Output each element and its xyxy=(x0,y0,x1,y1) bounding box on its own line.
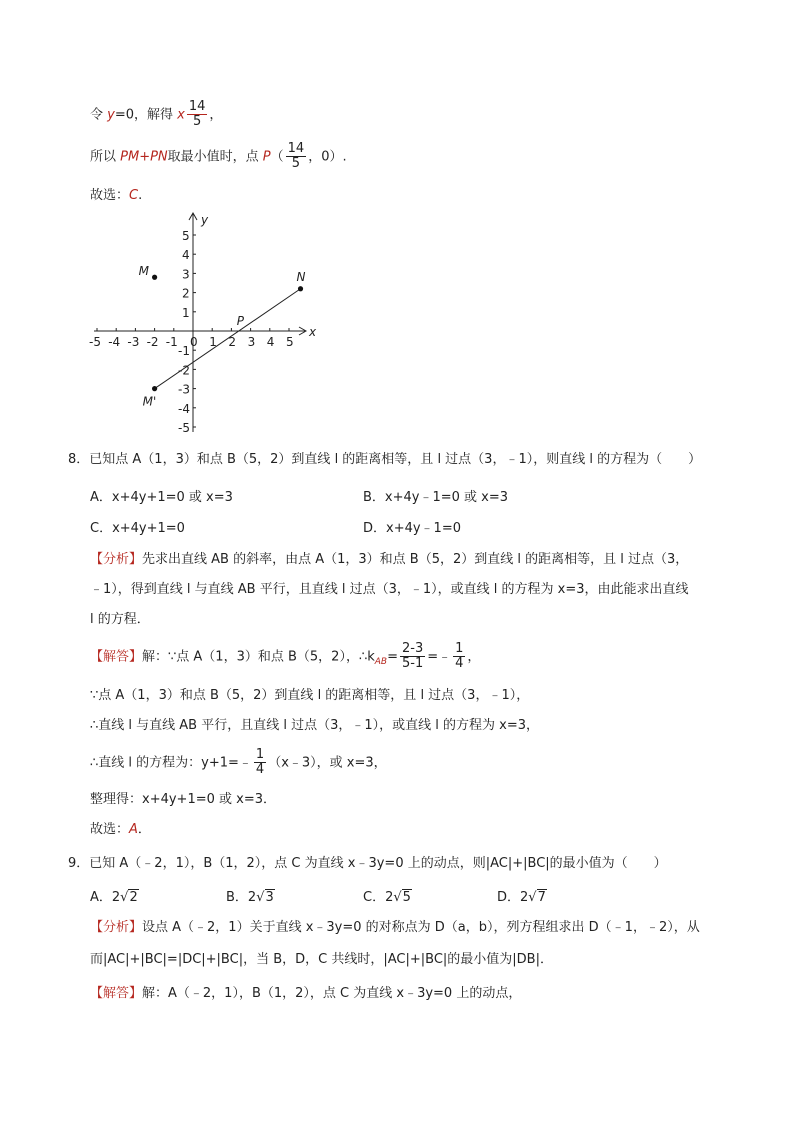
x-tick-label: -2 xyxy=(146,335,159,349)
text: 故选： xyxy=(90,188,130,203)
x-tick-label: 3 xyxy=(247,335,256,349)
point-label-M: M xyxy=(138,264,149,279)
y-tick-label: -3 xyxy=(178,382,190,397)
point-label-P: P xyxy=(236,314,245,328)
fraction xyxy=(286,142,307,172)
sqrt-sign: √ xyxy=(256,890,265,905)
q8-option-d[interactable]: D．x+4y﹣1=0 xyxy=(363,521,461,536)
x-tick-label: 4 xyxy=(266,335,275,349)
text: 取最小值时，点 xyxy=(167,149,263,165)
text: 设点 A（﹣2，1）关于直线 x﹣3y=0 的对称点为 D（a，b），列方程组求出 D（﹣1，﹣2），从 xyxy=(142,920,700,935)
denominator: 4 xyxy=(255,762,265,778)
x-tick-label: 5 xyxy=(286,335,294,349)
answer-tag: 【解答】 xyxy=(90,986,143,1001)
answer-letter: A xyxy=(129,822,138,837)
solution-line-point-p xyxy=(90,142,347,172)
text: ∴直线 l 的方程为：y+1=﹣ xyxy=(90,755,252,771)
q8-option-b[interactable]: B．x+4y﹣1=0 或 x=3 xyxy=(363,490,509,505)
y-tick-label: 1 xyxy=(182,305,190,320)
text: 所以 xyxy=(90,149,121,165)
y-tick-label: -1 xyxy=(178,344,190,359)
analysis-tag: 【分析】 xyxy=(90,920,143,935)
fraction xyxy=(400,642,425,672)
x-tick-label: -1 xyxy=(165,335,178,349)
text: 令 xyxy=(90,107,108,123)
denominator: 5 xyxy=(192,114,202,130)
var-y: y xyxy=(107,107,115,123)
text: . xyxy=(138,188,143,203)
radicand: 7 xyxy=(537,890,546,905)
q9-stem: 9．已知 A（﹣2，1），B（1，2），点 C 为直线 x﹣3y=0 上的动点，则|AC|+|BC|的最小值为（ ） xyxy=(68,856,667,871)
point-M xyxy=(152,275,157,280)
solution-line-solve-x xyxy=(90,100,222,130)
x-tick-label: 2 xyxy=(228,335,237,349)
fraction xyxy=(453,642,465,672)
text: ． xyxy=(137,822,151,837)
text: D．2 xyxy=(497,890,529,905)
point-label-N: N xyxy=(296,269,306,284)
text: （ xyxy=(270,149,284,165)
solution-line-choice xyxy=(90,188,142,205)
var-x: x xyxy=(177,107,185,123)
fraction xyxy=(187,100,208,130)
q9-option-c[interactable] xyxy=(363,886,412,905)
text: 故选： xyxy=(90,822,130,837)
denominator: 5-1 xyxy=(402,656,424,672)
numerator: 14 xyxy=(188,99,206,114)
radicand: 2 xyxy=(129,890,138,905)
answer-tag: 【解答】 xyxy=(90,649,143,665)
text: =﹣ xyxy=(427,649,452,665)
x-axis-label: x xyxy=(309,325,317,339)
numerator: 14 xyxy=(287,141,305,156)
x-tick-label: -4 xyxy=(108,335,121,349)
x-tick-label: -5 xyxy=(89,335,101,349)
q8-stem: 8．已知点 A（1，3）和点 B（5，2）到直线 l 的距离相等，且 l 过点（3，﹣1），则直线 l 的方程为（ ） xyxy=(68,452,702,467)
point-label-Mprime: M' xyxy=(142,394,157,409)
text: C．2 xyxy=(363,890,394,905)
x-tick-label: 0 xyxy=(190,335,198,349)
numerator: 2-3 xyxy=(402,641,424,656)
q8-option-c[interactable]: C．x+4y+1=0 xyxy=(90,521,185,536)
text: ， xyxy=(467,649,481,665)
text: ，0）. xyxy=(308,149,347,165)
numerator: 1 xyxy=(455,641,464,656)
q8-option-a[interactable]: A．x+4y+1=0 或 x=3 xyxy=(90,490,233,505)
q8-analysis-line-3: l 的方程． xyxy=(90,612,150,627)
y-tick-label: -4 xyxy=(178,401,190,416)
q8-analysis-line-1 xyxy=(90,552,688,569)
y-tick-label: 2 xyxy=(182,286,190,301)
y-tick-label: 5 xyxy=(182,229,190,243)
q8-answer-line-3: ∴直线 l 与直线 AB 平行，且直线 l 过点（3，﹣1），或直线 l 的方程为 x=3， xyxy=(90,718,540,733)
var-p: P xyxy=(262,149,271,165)
text: =0，解得 xyxy=(114,107,178,123)
point-Mprime xyxy=(152,386,157,391)
text: ， xyxy=(209,107,223,123)
y-tick-label: -5 xyxy=(178,421,190,435)
numerator: 1 xyxy=(255,747,265,762)
q8-answer-line-5: 整理得：x+4y+1=0 或 x=3． xyxy=(90,792,276,807)
coordinate-graph xyxy=(80,210,330,440)
text: 解：∵点 A（1，3）和点 B（5，2），∴k xyxy=(142,649,375,665)
sqrt-sign: √ xyxy=(528,890,537,905)
text: B．2 xyxy=(226,890,257,905)
q8-answer-line-6 xyxy=(90,822,151,839)
analysis-tag: 【分析】 xyxy=(90,552,143,567)
text: （x﹣3），或 x=3， xyxy=(268,755,387,771)
sqrt-sign: √ xyxy=(393,890,402,905)
x-tick-label: 1 xyxy=(209,335,217,349)
text: 先求出直线 AB 的斜率，由点 A（1，3）和点 B（5，2）到直线 l 的距离相等，且 l 过点（3， xyxy=(142,552,689,567)
y-tick-label: -2 xyxy=(178,363,190,378)
denominator: 4 xyxy=(455,656,464,672)
x-tick-label: -3 xyxy=(127,335,140,349)
q9-analysis-line-1 xyxy=(90,920,700,937)
point-N xyxy=(298,286,303,291)
radicand: 3 xyxy=(265,890,274,905)
answer-letter: C xyxy=(129,188,139,203)
denominator: 5 xyxy=(291,156,301,172)
q9-analysis-line-2: 而|AC|+|BC|=|DC|+|BC|，当 B，D，C 共线时，|AC|+|BC|的最小值为|DB|． xyxy=(90,952,553,967)
subscript: AB xyxy=(374,656,388,667)
q9-option-d[interactable] xyxy=(497,886,547,905)
y-tick-label: 3 xyxy=(182,267,190,282)
text: = xyxy=(387,649,398,665)
q8-analysis-line-2: ﹣1），得到直线 l 与直线 AB 平行，且直线 l 过点（3，﹣1），或直线 l 的方程为 x=3，由此能求出直线 xyxy=(90,582,689,597)
expr-pm-pn: PM+PN xyxy=(120,149,168,165)
q8-answer-line-1 xyxy=(90,642,480,672)
q9-option-a[interactable] xyxy=(90,886,139,905)
radicand: 5 xyxy=(402,890,411,905)
sqrt-sign: √ xyxy=(120,890,129,905)
fraction xyxy=(254,748,266,778)
y-tick-label: 4 xyxy=(182,248,190,263)
q9-answer-line-1 xyxy=(90,986,521,1003)
q8-answer-line-4 xyxy=(90,748,387,778)
q9-option-b[interactable] xyxy=(226,886,275,905)
text: 解：A（﹣2，1），B（1，2），点 C 为直线 x﹣3y=0 上的动点， xyxy=(142,986,522,1001)
y-axis-label: y xyxy=(201,213,209,227)
q8-answer-line-2: ∵点 A（1，3）和点 B（5，2）到直线 l 的距离相等，且 l 过点（3，﹣1）， xyxy=(90,688,530,703)
text: A．2 xyxy=(90,890,121,905)
